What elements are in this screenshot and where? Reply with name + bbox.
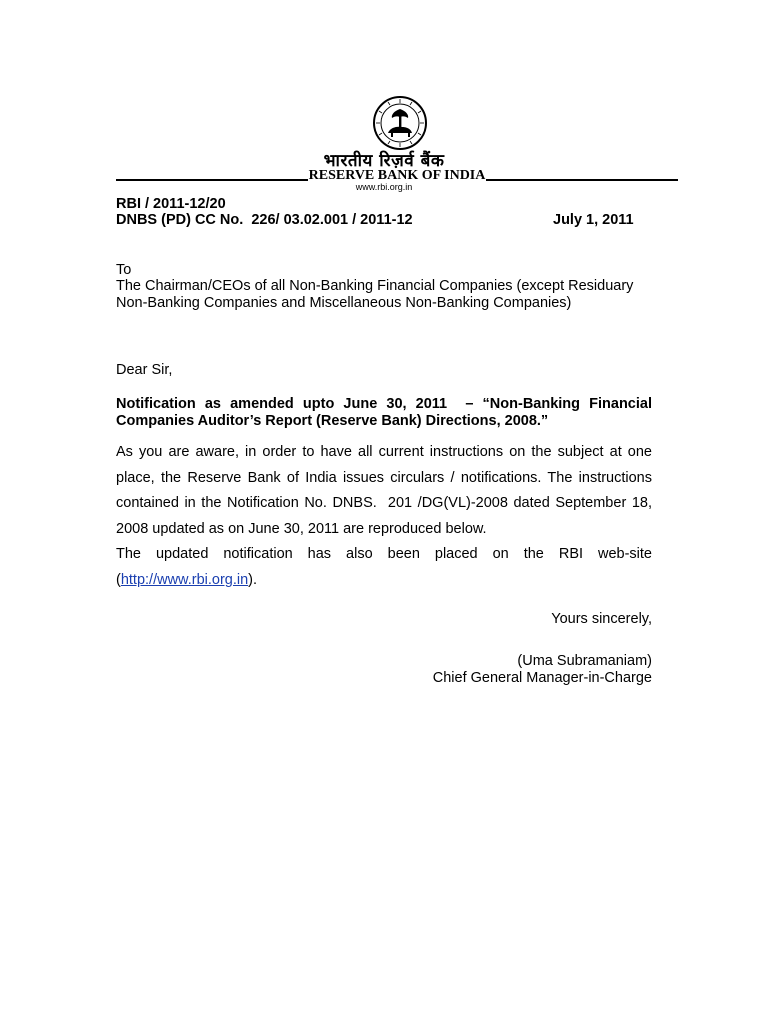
department-reference: DNBS (PD) CC No. 226/ 03.02.001 / 2011-12 bbox=[116, 212, 413, 228]
body-paragraph-2 bbox=[116, 542, 652, 593]
bank-name-english: RESERVE BANK OF INDIA bbox=[308, 168, 486, 183]
salutation: Dear Sir, bbox=[116, 362, 173, 378]
bank-name-hindi: भारतीय रिज़र्व बैंक bbox=[323, 151, 445, 171]
signatory-title: Chief General Manager-in-Charge bbox=[432, 670, 652, 686]
rule-right bbox=[486, 179, 678, 181]
subject-line: Notification as amended upto June 30, 2011 – “Non-Banking Financial Companies Auditor’s Report (Reserve Bank) Directions, 2008.” bbox=[116, 396, 657, 429]
letter-date: July 1, 2011 bbox=[553, 212, 634, 228]
addressee: The Chairman/CEOs of all Non-Banking Financial Companies (except Residuary Non-Banking Companies and Miscellaneous Non-Banking Companies) bbox=[116, 278, 634, 311]
closing: Yours sincerely, bbox=[551, 611, 652, 627]
letter-body bbox=[116, 440, 657, 593]
rbi-seal-logo bbox=[372, 95, 428, 151]
rule-left bbox=[116, 179, 308, 181]
letterhead-website: www.rbi.org.in bbox=[355, 182, 413, 192]
rbi-website-link[interactable]: http://www.rbi.org.in bbox=[120, 571, 249, 588]
body-paragraph-2-text: The updated notification has also been placed on the RBI web-site ( bbox=[116, 546, 652, 588]
body-paragraph-2-end: ). bbox=[248, 571, 258, 588]
body-paragraph-1: As you are aware, in order to have all current instructions on the subject at one place, the Reserve Bank of India issues circulars / notifications. The instructions contained in the Notification No. DNBS. 201 /DG(VL)-2008 dated September 18, 2008 updated as on June 30, 2011 are reproduced below. bbox=[116, 444, 657, 537]
signatory-name: (Uma Subramaniam) bbox=[517, 653, 652, 669]
to-label: To bbox=[116, 262, 132, 278]
circular-number: RBI / 2011-12/20 bbox=[116, 196, 226, 212]
